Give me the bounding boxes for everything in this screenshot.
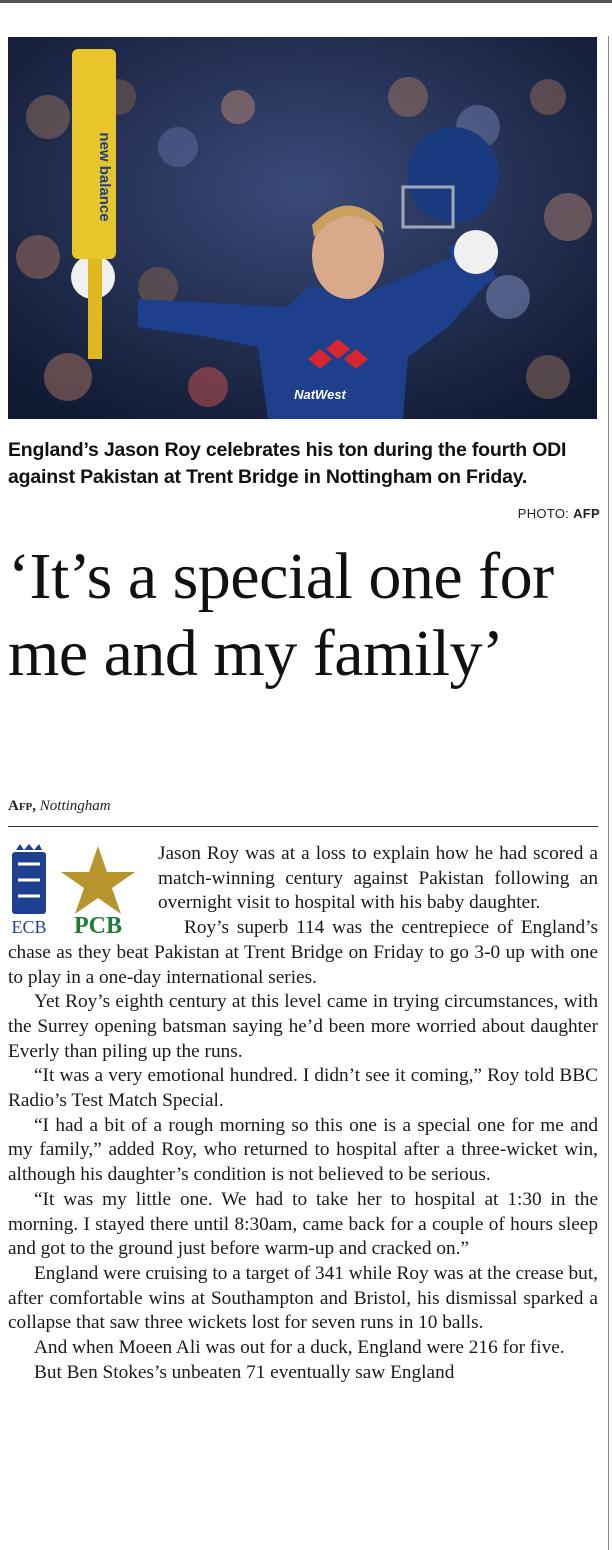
credit-source: AFP [573, 506, 600, 521]
pcb-label: PCB [74, 913, 122, 937]
board-logos [8, 842, 158, 938]
byline-agency: Afp, [8, 798, 37, 814]
article-paragraph: Roy’s superb 114 was the centrepiece of England’s chase as they beat Pakistan at Trent Bridge on Friday to go 3-0 up with one to play in a one-day international series. [8, 917, 598, 988]
article-body [8, 842, 598, 1385]
column-rule [608, 36, 609, 1550]
article-paragraph: “It was my little one. We had to take her to hospital at 1:30 in the morning. I stayed there until 8:30am, came back for a couple of hours sleep and got to the ground just before warm-up and cracked on.” [8, 1188, 598, 1260]
shirt-sponsor-text: NatWest [294, 387, 346, 402]
article-paragraph: “I had a bit of a rough morning so this one is a special one for me and my family,” added Roy, who returned to hospital after a three-wicket win, although his daughter’s condition is not believed to be serious. [8, 1114, 598, 1186]
pcb-logo [61, 846, 135, 937]
byline-place: Nottingham [39, 798, 111, 814]
ecb-logo [11, 844, 46, 937]
photo-caption [8, 437, 600, 491]
credit-prefix: PHOTO: [517, 506, 570, 521]
cricketer-celebration-image [8, 37, 597, 419]
byline [8, 798, 111, 815]
byline-rule [8, 826, 598, 827]
article-paragraph: “It was a very emotional hundred. I didn’t see it coming,” Roy told BBC Radio’s Test Match Special. [8, 1065, 598, 1112]
ecb-label: ECB [11, 917, 47, 937]
article-paragraph: And when Moeen Ali was out for a duck, England were 216 for five. [34, 1337, 565, 1359]
top-rule [0, 0, 612, 3]
article-paragraph: England were cruising to a target of 341 while Roy was at the crease but, after comfortable wins at Southampton and Bristol, his dismissal sparked a collapse that saw three wickets lost for seven runs in 10 balls. [8, 1262, 598, 1334]
article-paragraph: But Ben Stokes’s unbeaten 71 eventually saw England [34, 1361, 455, 1383]
bat-brand-label: new balance [96, 132, 113, 222]
article-paragraph: Jason Roy was at a loss to explain how he had scored a match-winning century against Pakistan following an overnight visit to hospital with his baby daughter. [158, 843, 598, 914]
news-photo [8, 37, 597, 419]
caption-text: England’s Jason Roy celebrates his ton during the fourth ODI against Pakistan at Trent Bridge in Nottingham on Friday. [8, 439, 567, 488]
article-paragraph: Yet Roy’s eighth century at this level came in trying circumstances, with the Surrey opening batsman saying he’d been more worried about daughter Everly than piling up the runs. [8, 991, 598, 1062]
photo-credit [518, 506, 600, 521]
headline: ‘It’s a special one for me and my family’ [8, 540, 554, 690]
